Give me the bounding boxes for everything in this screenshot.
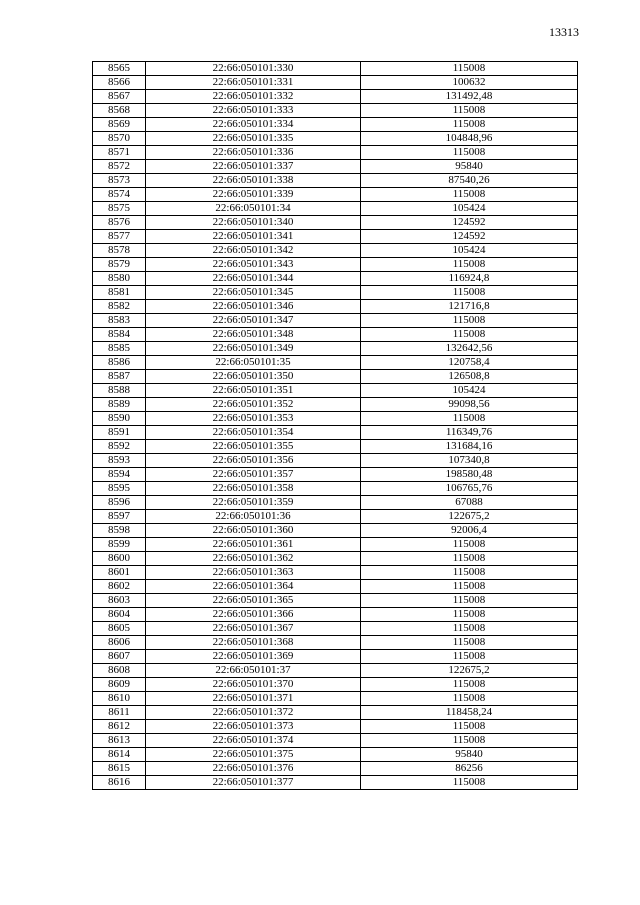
- row-number-cell: 8578: [93, 244, 146, 258]
- table-row: [93, 146, 578, 160]
- row-number-cell: 8590: [93, 412, 146, 426]
- table-row: [93, 328, 578, 342]
- value-cell: 115008: [361, 538, 578, 552]
- row-number-cell: 8584: [93, 328, 146, 342]
- value-cell: 87540,26: [361, 174, 578, 188]
- table-body: [93, 62, 578, 790]
- cadastral-number-cell: 22:66:050101:363: [146, 566, 361, 580]
- cadastral-number-cell: 22:66:050101:367: [146, 622, 361, 636]
- table-row: [93, 538, 578, 552]
- table-row: [93, 636, 578, 650]
- row-number-cell: 8599: [93, 538, 146, 552]
- cadastral-number-cell: 22:66:050101:365: [146, 594, 361, 608]
- cadastral-number-cell: 22:66:050101:346: [146, 300, 361, 314]
- cadastral-number-cell: 22:66:050101:36: [146, 510, 361, 524]
- row-number-cell: 8596: [93, 496, 146, 510]
- row-number-cell: 8597: [93, 510, 146, 524]
- cadastral-number-cell: 22:66:050101:340: [146, 216, 361, 230]
- table-row: [93, 678, 578, 692]
- row-number-cell: 8575: [93, 202, 146, 216]
- table-row: [93, 510, 578, 524]
- cadastral-number-cell: 22:66:050101:333: [146, 104, 361, 118]
- row-number-cell: 8613: [93, 734, 146, 748]
- cadastral-number-cell: 22:66:050101:366: [146, 608, 361, 622]
- row-number-cell: 8615: [93, 762, 146, 776]
- cadastral-number-cell: 22:66:050101:334: [146, 118, 361, 132]
- row-number-cell: 8588: [93, 384, 146, 398]
- value-cell: 124592: [361, 230, 578, 244]
- cadastral-number-cell: 22:66:050101:361: [146, 538, 361, 552]
- cadastral-number-cell: 22:66:050101:354: [146, 426, 361, 440]
- cadastral-number-cell: 22:66:050101:341: [146, 230, 361, 244]
- value-cell: 115008: [361, 118, 578, 132]
- value-cell: 115008: [361, 412, 578, 426]
- row-number-cell: 8604: [93, 608, 146, 622]
- cadastral-number-cell: 22:66:050101:343: [146, 258, 361, 272]
- cadastral-number-cell: 22:66:050101:359: [146, 496, 361, 510]
- value-cell: 132642,56: [361, 342, 578, 356]
- table-row: [93, 426, 578, 440]
- row-number-cell: 8582: [93, 300, 146, 314]
- table-row: [93, 692, 578, 706]
- table-row: [93, 174, 578, 188]
- table-row: [93, 104, 578, 118]
- value-cell: 121716,8: [361, 300, 578, 314]
- cadastral-number-cell: 22:66:050101:350: [146, 370, 361, 384]
- cadastral-number-cell: 22:66:050101:345: [146, 286, 361, 300]
- row-number-cell: 8571: [93, 146, 146, 160]
- value-cell: 115008: [361, 104, 578, 118]
- cadastral-number-cell: 22:66:050101:335: [146, 132, 361, 146]
- table-row: [93, 244, 578, 258]
- cadastral-number-cell: 22:66:050101:353: [146, 412, 361, 426]
- value-cell: 116349,76: [361, 426, 578, 440]
- value-cell: 105424: [361, 244, 578, 258]
- value-cell: 115008: [361, 776, 578, 790]
- row-number-cell: 8592: [93, 440, 146, 454]
- row-number-cell: 8593: [93, 454, 146, 468]
- value-cell: 115008: [361, 314, 578, 328]
- row-number-cell: 8606: [93, 636, 146, 650]
- table-row: [93, 496, 578, 510]
- row-number-cell: 8585: [93, 342, 146, 356]
- row-number-cell: 8589: [93, 398, 146, 412]
- row-number-cell: 8577: [93, 230, 146, 244]
- cadastral-number-cell: 22:66:050101:357: [146, 468, 361, 482]
- row-number-cell: 8614: [93, 748, 146, 762]
- row-number-cell: 8609: [93, 678, 146, 692]
- table-row: [93, 76, 578, 90]
- row-number-cell: 8580: [93, 272, 146, 286]
- cadastral-number-cell: 22:66:050101:347: [146, 314, 361, 328]
- value-cell: 115008: [361, 650, 578, 664]
- table-row: [93, 90, 578, 104]
- table-row: [93, 356, 578, 370]
- row-number-cell: 8569: [93, 118, 146, 132]
- value-cell: 115008: [361, 286, 578, 300]
- row-number-cell: 8595: [93, 482, 146, 496]
- cadastral-number-cell: 22:66:050101:349: [146, 342, 361, 356]
- cadastral-number-cell: 22:66:050101:358: [146, 482, 361, 496]
- table-row: [93, 62, 578, 76]
- value-cell: 115008: [361, 622, 578, 636]
- table-row: [93, 440, 578, 454]
- table-row: [93, 132, 578, 146]
- row-number-cell: 8602: [93, 580, 146, 594]
- cadastral-number-cell: 22:66:050101:35: [146, 356, 361, 370]
- cadastral-number-cell: 22:66:050101:348: [146, 328, 361, 342]
- table-row: [93, 552, 578, 566]
- value-cell: 106765,76: [361, 482, 578, 496]
- value-cell: 115008: [361, 594, 578, 608]
- cadastral-number-cell: 22:66:050101:37: [146, 664, 361, 678]
- value-cell: 105424: [361, 384, 578, 398]
- table-row: [93, 398, 578, 412]
- value-cell: 115008: [361, 566, 578, 580]
- cadastral-number-cell: 22:66:050101:373: [146, 720, 361, 734]
- row-number-cell: 8565: [93, 62, 146, 76]
- row-number-cell: 8598: [93, 524, 146, 538]
- cadastral-number-cell: 22:66:050101:375: [146, 748, 361, 762]
- table-row: [93, 118, 578, 132]
- cadastral-number-cell: 22:66:050101:356: [146, 454, 361, 468]
- cadastral-number-cell: 22:66:050101:368: [146, 636, 361, 650]
- value-cell: 115008: [361, 552, 578, 566]
- row-number-cell: 8616: [93, 776, 146, 790]
- value-cell: 116924,8: [361, 272, 578, 286]
- value-cell: 115008: [361, 62, 578, 76]
- cadastral-number-cell: 22:66:050101:369: [146, 650, 361, 664]
- row-number-cell: 8600: [93, 552, 146, 566]
- table-row: [93, 650, 578, 664]
- value-cell: 104848,96: [361, 132, 578, 146]
- table-row: [93, 664, 578, 678]
- value-cell: 115008: [361, 678, 578, 692]
- row-number-cell: 8608: [93, 664, 146, 678]
- cadastral-number-cell: 22:66:050101:370: [146, 678, 361, 692]
- cadastral-number-cell: 22:66:050101:342: [146, 244, 361, 258]
- value-cell: 115008: [361, 734, 578, 748]
- value-cell: 198580,48: [361, 468, 578, 482]
- value-cell: 131684,16: [361, 440, 578, 454]
- value-cell: 95840: [361, 160, 578, 174]
- page-number: 13313: [549, 25, 579, 39]
- table-row: [93, 230, 578, 244]
- value-cell: 115008: [361, 328, 578, 342]
- value-cell: 115008: [361, 146, 578, 160]
- value-cell: 131492,48: [361, 90, 578, 104]
- row-number-cell: 8567: [93, 90, 146, 104]
- row-number-cell: 8566: [93, 76, 146, 90]
- table-row: [93, 216, 578, 230]
- table-row: [93, 202, 578, 216]
- row-number-cell: 8587: [93, 370, 146, 384]
- cadastral-number-cell: 22:66:050101:331: [146, 76, 361, 90]
- table-row: [93, 412, 578, 426]
- table-row: [93, 734, 578, 748]
- table-row: [93, 370, 578, 384]
- table-row: [93, 566, 578, 580]
- row-number-cell: 8581: [93, 286, 146, 300]
- cadastral-number-cell: 22:66:050101:352: [146, 398, 361, 412]
- row-number-cell: 8607: [93, 650, 146, 664]
- table-row: [93, 524, 578, 538]
- value-cell: 107340,8: [361, 454, 578, 468]
- row-number-cell: 8570: [93, 132, 146, 146]
- table-row: [93, 454, 578, 468]
- cadastral-number-cell: 22:66:050101:372: [146, 706, 361, 720]
- table-row: [93, 272, 578, 286]
- value-cell: 115008: [361, 258, 578, 272]
- row-number-cell: 8574: [93, 188, 146, 202]
- table-row: [93, 384, 578, 398]
- table-row: [93, 314, 578, 328]
- row-number-cell: 8583: [93, 314, 146, 328]
- table-row: [93, 748, 578, 762]
- table-row: [93, 594, 578, 608]
- value-cell: 122675,2: [361, 664, 578, 678]
- value-cell: 86256: [361, 762, 578, 776]
- value-cell: 115008: [361, 636, 578, 650]
- row-number-cell: 8601: [93, 566, 146, 580]
- value-cell: 105424: [361, 202, 578, 216]
- row-number-cell: 8568: [93, 104, 146, 118]
- table-row: [93, 776, 578, 790]
- value-cell: 92006,4: [361, 524, 578, 538]
- value-cell: 95840: [361, 748, 578, 762]
- row-number-cell: 8576: [93, 216, 146, 230]
- table-row: [93, 258, 578, 272]
- row-number-cell: 8611: [93, 706, 146, 720]
- row-number-cell: 8573: [93, 174, 146, 188]
- table-row: [93, 622, 578, 636]
- row-number-cell: 8591: [93, 426, 146, 440]
- value-cell: 115008: [361, 608, 578, 622]
- table-row: [93, 482, 578, 496]
- row-number-cell: 8572: [93, 160, 146, 174]
- value-cell: 99098,56: [361, 398, 578, 412]
- value-cell: 67088: [361, 496, 578, 510]
- row-number-cell: 8594: [93, 468, 146, 482]
- cadastral-number-cell: 22:66:050101:336: [146, 146, 361, 160]
- value-cell: 115008: [361, 720, 578, 734]
- value-cell: 126508,8: [361, 370, 578, 384]
- table-row: [93, 188, 578, 202]
- cadastral-number-cell: 22:66:050101:337: [146, 160, 361, 174]
- table-row: [93, 468, 578, 482]
- table-row: [93, 342, 578, 356]
- table-row: [93, 580, 578, 594]
- cadastral-number-cell: 22:66:050101:330: [146, 62, 361, 76]
- value-cell: 100632: [361, 76, 578, 90]
- value-cell: 124592: [361, 216, 578, 230]
- cadastral-number-cell: 22:66:050101:338: [146, 174, 361, 188]
- value-cell: 118458,24: [361, 706, 578, 720]
- cadastral-number-cell: 22:66:050101:355: [146, 440, 361, 454]
- row-number-cell: 8612: [93, 720, 146, 734]
- table-row: [93, 608, 578, 622]
- cadastral-number-cell: 22:66:050101:339: [146, 188, 361, 202]
- value-cell: 115008: [361, 188, 578, 202]
- cadastral-number-cell: 22:66:050101:344: [146, 272, 361, 286]
- cadastral-value-table: [92, 61, 578, 790]
- value-cell: 120758,4: [361, 356, 578, 370]
- value-cell: 122675,2: [361, 510, 578, 524]
- cadastral-number-cell: 22:66:050101:332: [146, 90, 361, 104]
- table-row: [93, 300, 578, 314]
- table-row: [93, 720, 578, 734]
- row-number-cell: 8605: [93, 622, 146, 636]
- row-number-cell: 8579: [93, 258, 146, 272]
- table-row: [93, 160, 578, 174]
- row-number-cell: 8586: [93, 356, 146, 370]
- row-number-cell: 8610: [93, 692, 146, 706]
- cadastral-number-cell: 22:66:050101:364: [146, 580, 361, 594]
- cadastral-number-cell: 22:66:050101:360: [146, 524, 361, 538]
- value-cell: 115008: [361, 580, 578, 594]
- cadastral-number-cell: 22:66:050101:374: [146, 734, 361, 748]
- cadastral-number-cell: 22:66:050101:362: [146, 552, 361, 566]
- row-number-cell: 8603: [93, 594, 146, 608]
- table-row: [93, 706, 578, 720]
- table-row: [93, 286, 578, 300]
- cadastral-number-cell: 22:66:050101:34: [146, 202, 361, 216]
- cadastral-number-cell: 22:66:050101:351: [146, 384, 361, 398]
- table-row: [93, 762, 578, 776]
- cadastral-number-cell: 22:66:050101:376: [146, 762, 361, 776]
- value-cell: 115008: [361, 692, 578, 706]
- cadastral-number-cell: 22:66:050101:371: [146, 692, 361, 706]
- cadastral-number-cell: 22:66:050101:377: [146, 776, 361, 790]
